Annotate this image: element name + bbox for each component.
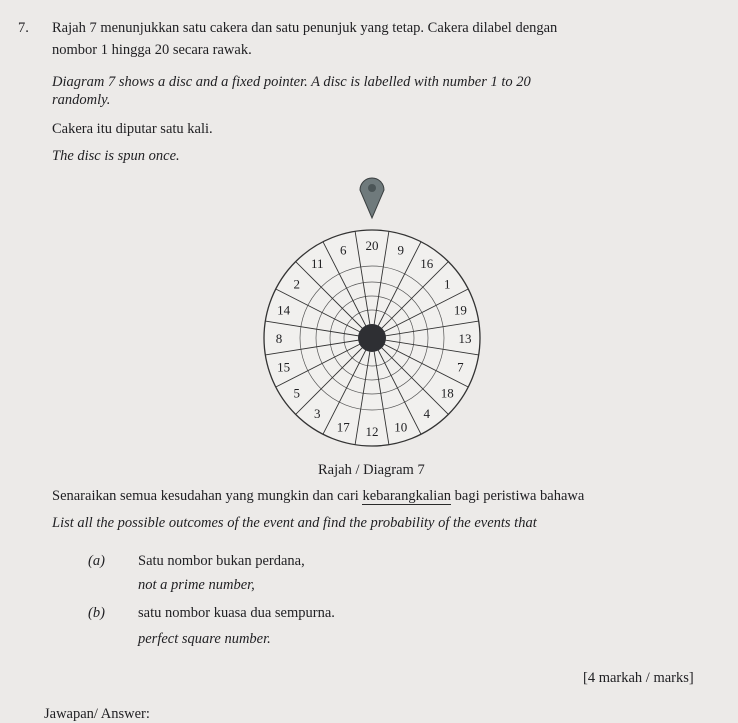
sector-label: 5 [293, 385, 301, 401]
sector-label: 16 [420, 255, 434, 271]
spin-malay: Cakera itu diputar satu kali. [52, 121, 213, 137]
question-english-line-1: Diagram 7 shows a disc and a fixed pointer. A disc is labelled with number 1 to 20 [52, 74, 531, 90]
question-malay-line-1: Rajah 7 menunjukkan satu cakera dan satu penunjuk yang tetap. Cakera dilabel dengan [52, 20, 558, 36]
question-number: 7. [18, 20, 29, 36]
disc [264, 230, 480, 446]
underlined-word: kebarangkalian [362, 488, 452, 504]
sector-label: 8 [275, 331, 283, 346]
sector-label: 20 [365, 238, 379, 253]
part-a-label: (a) [88, 553, 105, 569]
sector-label: 1 [443, 276, 451, 292]
sector-label: 11 [311, 255, 324, 271]
part-a-malay: Satu nombor bukan perdana, [138, 553, 305, 569]
sector-label: 14 [277, 302, 291, 318]
sector-label: 9 [397, 242, 404, 258]
sector-label: 13 [458, 331, 472, 346]
sector-label: 19 [453, 302, 467, 318]
part-b-malay: satu nombor kuasa dua sempurna. [138, 605, 335, 621]
sector-label: 7 [457, 359, 464, 375]
sector-label: 4 [423, 406, 430, 422]
sector-label: 12 [365, 424, 379, 439]
instruction-malay: Senaraikan semua kesudahan yang mungkin dan cari kebarangkalian bagi peristiwa bahawa [52, 488, 585, 504]
spinner-diagram [250, 170, 500, 450]
part-a-english: not a prime number, [138, 577, 255, 593]
sector-label: 18 [440, 385, 454, 401]
diagram-caption: Rajah / Diagram 7 [318, 462, 425, 478]
instruction-english: List all the possible outcomes of the event and find the probability of the events that [52, 515, 537, 531]
sector-label: 10 [394, 419, 408, 435]
part-b-label: (b) [88, 605, 105, 621]
sector-label: 17 [336, 419, 350, 435]
sector-label: 6 [340, 242, 347, 258]
sector-label: 15 [277, 359, 291, 375]
sector-label: 3 [314, 406, 321, 422]
marks-label: [4 markah / marks] [583, 670, 694, 686]
question-malay-line-2: nombor 1 hingga 20 secara rawak. [52, 42, 252, 58]
disc-hub [358, 324, 386, 352]
question-english-line-2: randomly. [52, 92, 111, 108]
sector-label: 2 [293, 276, 301, 292]
fixed-pointer [360, 178, 384, 218]
pointer-pin [368, 184, 376, 192]
part-b-english: perfect square number. [138, 631, 271, 647]
spin-english: The disc is spun once. [52, 148, 180, 164]
answer-label: Jawapan/ Answer: [44, 706, 150, 722]
